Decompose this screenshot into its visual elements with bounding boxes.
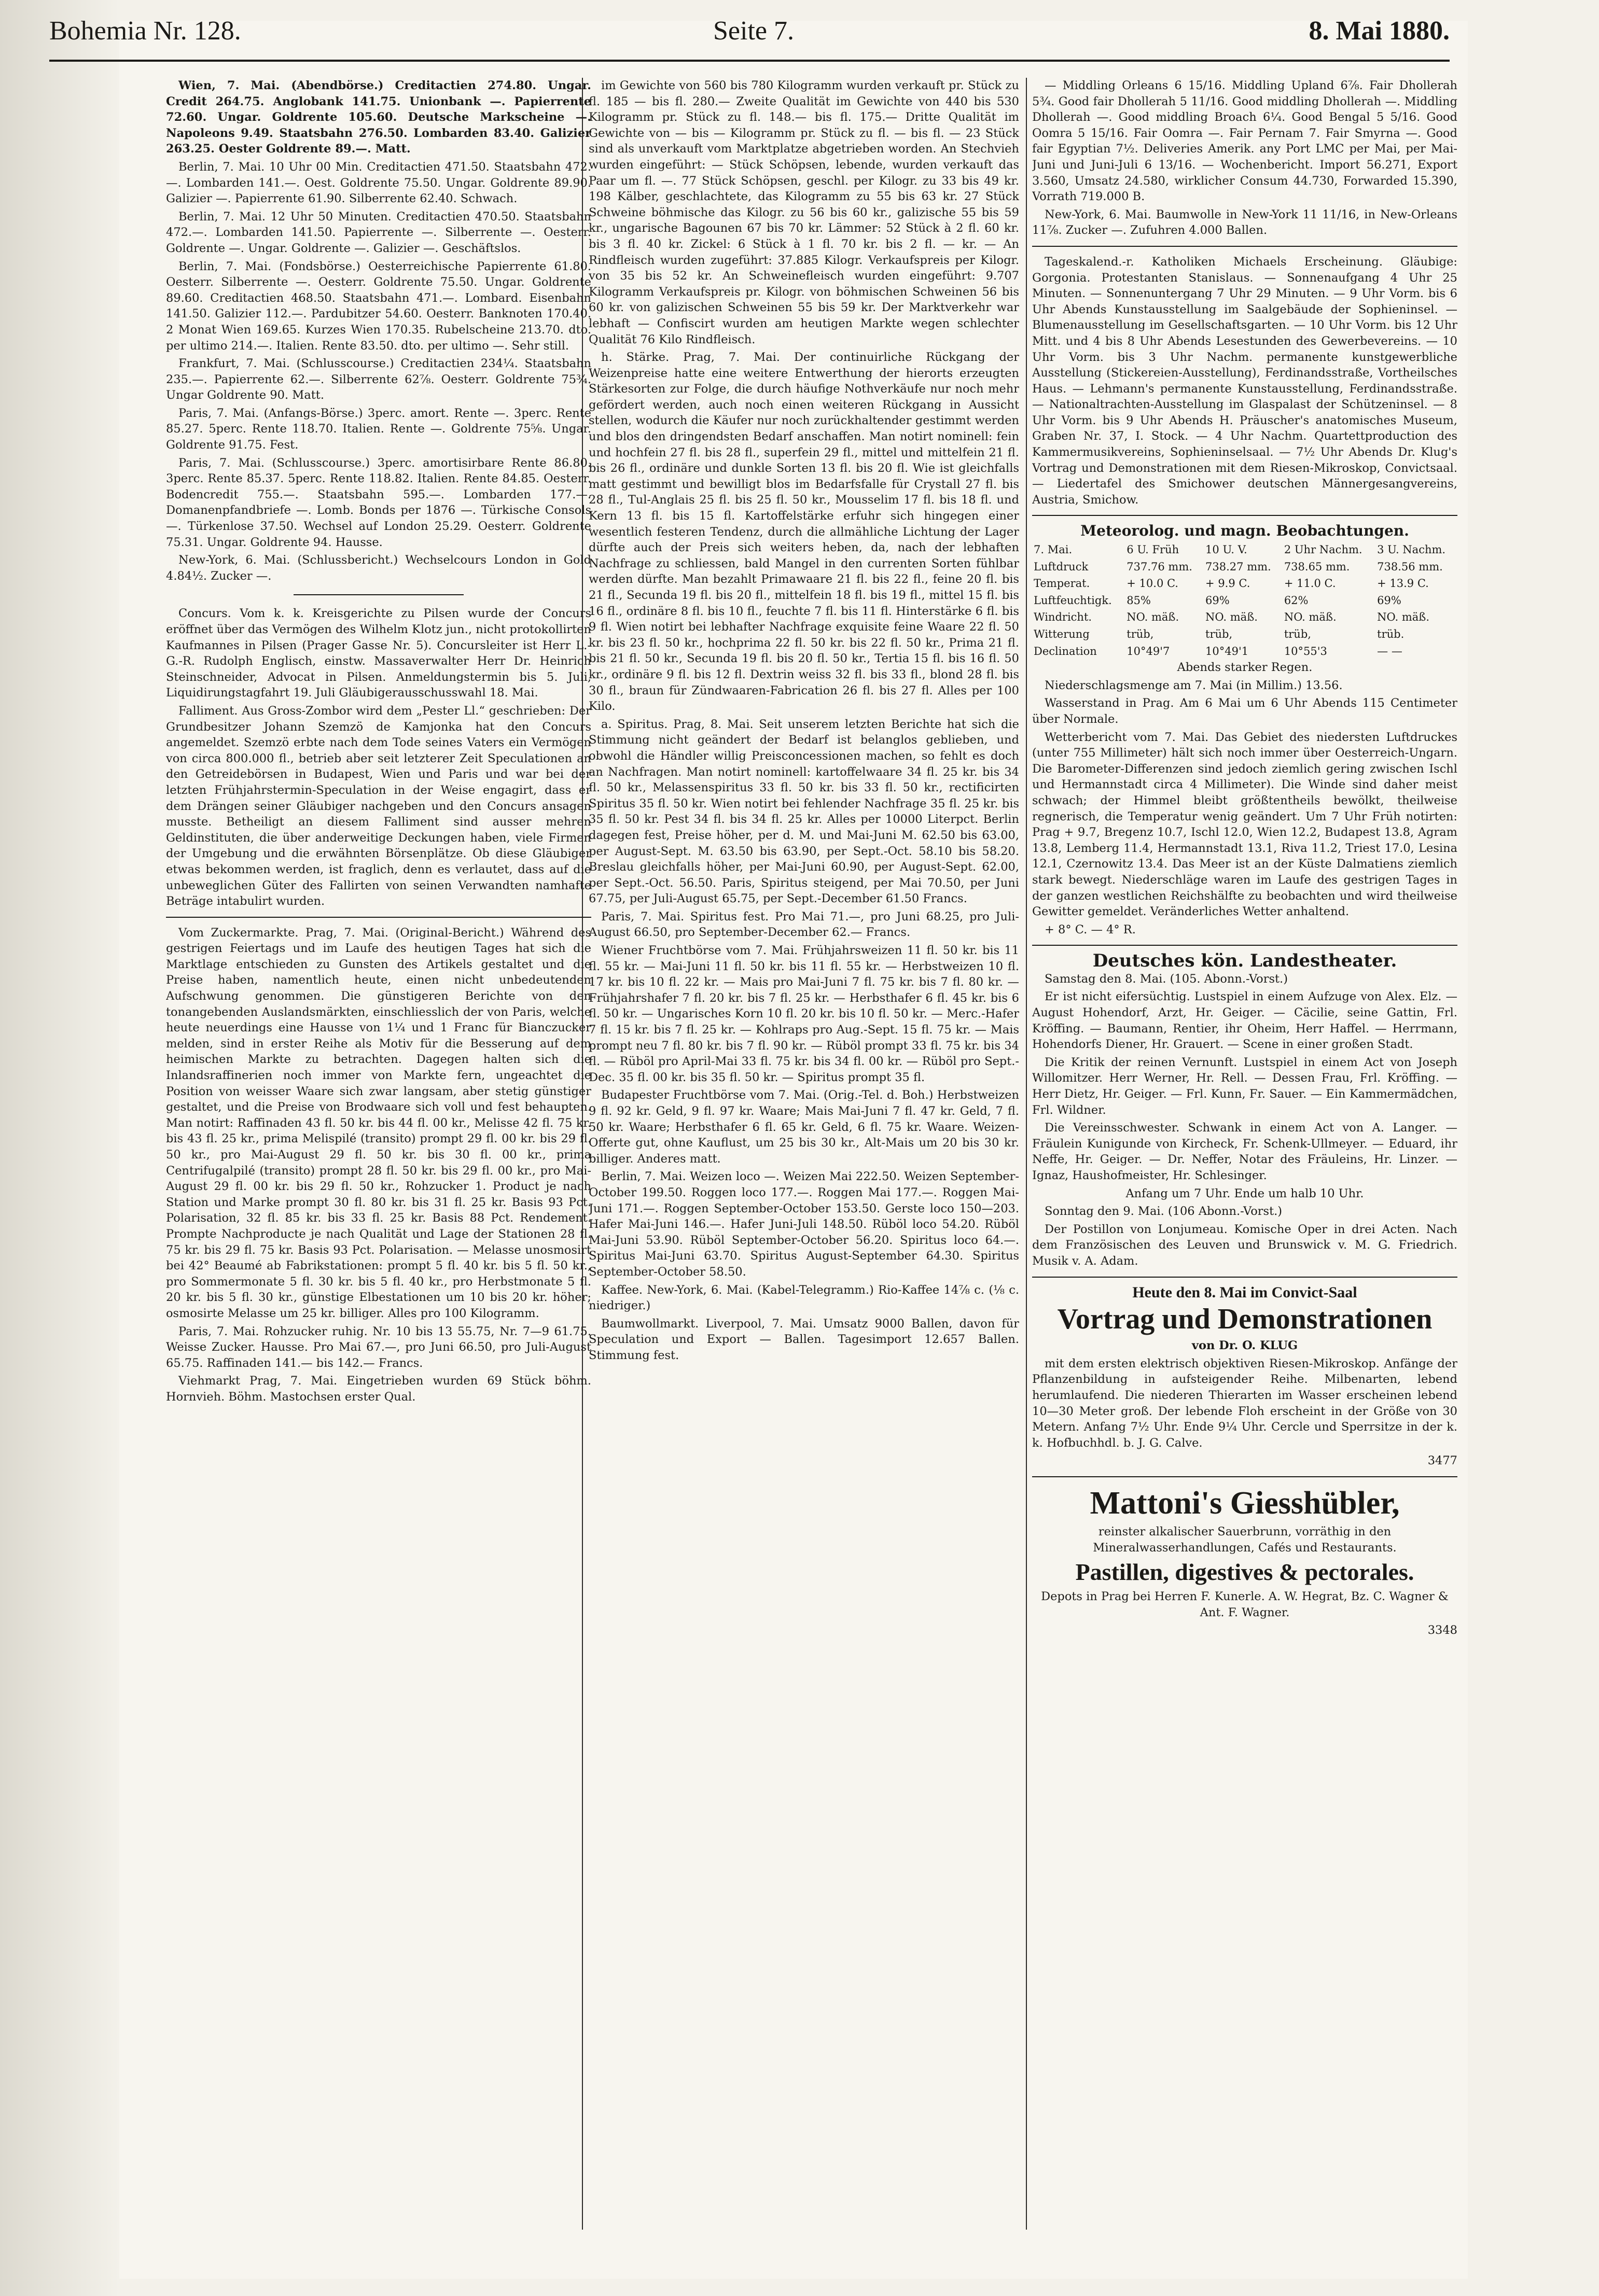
page-number: Seite 7. xyxy=(713,16,794,46)
divider xyxy=(1032,1476,1457,1477)
weather-table xyxy=(1032,541,1457,660)
table-cell: trüb, xyxy=(1205,628,1233,640)
table-row xyxy=(1032,592,1457,609)
weather-table-header xyxy=(1032,541,1457,558)
theater-line: Die Kritik der reinen Vernunft. Lustspiel in einem Act von Joseph Willomitzer. Herr Werner, Hr. Rell. — Dessen Frau, Frl. Kröffing. — Herr Dietz, Hr. Geiger. — Frl. Kunn, Fr. Sauer. — Ein Kammermädchen, Frl. Wildner. xyxy=(1032,1055,1457,1117)
budapest-grain-exchange: Budapester Fruchtbörse vom 7. Mai. (Orig.-Tel. d. Boh.) Herbstweizen 9 fl. 92 kr. Geld, 9 fl. 97 kr. Waare; Mais Mai-Juni 7 fl. 47 kr. Geld, 7 fl. 50 kr. Waare; Herbsthafer 6 fl. 65 kr. Geld, 6 fl. 75 kr. Waare. Weizen-Offerte gut, ohne Kauflust, um 25 bis 30 kr., Alt-Mais um 20 bis 30 kr. billiger. Anderes matt. xyxy=(589,1088,1019,1166)
table-cell: 85% xyxy=(1127,594,1151,607)
concurs-notice: Concurs. Vom k. k. Kreisgerichte zu Pilsen wurde der Concurs eröffnet über das Vermögen des Wilhelm Klotz jun., nicht protokollirten Kaufmannes in Pilsen (Prager Gasse Nr. 5). Concursleiter ist Herr L.-G.-R. Rudolph Englisch, einstw. Massaverwalter Herr Dr. Heinrich Steinschneider, Advocat in Pilsen. Anmeldungstermin bis 5. Juli, Liquidirungstagfahrt 19. Juli Gläubigerausschusswahl 18. Mai. xyxy=(166,607,591,700)
table-cell: Temperat. xyxy=(1034,577,1090,590)
weather-report: Wetterbericht vom 7. Mai. Das Gebiet des niedersten Luftdruckes (unter 755 Millimeter) hält sich noch immer über Oesterreich-Ungarn. Die Barometer-Differenzen sind jedoch ziemlich gering zwischen Ischl und Hermannstadt circa 4 Millimeter). Die Winde sind daher meist schwach; der Himmel bleibt größtentheils bewölkt, theilweise regnerisch, die Temperatur wenig geändert. Um 7 Uhr Früh notirten: Prag + 9.7, Bregenz 10.7, Ischl 12.0, Wien 12.2, Budapest 13.8, Agram 13.8, Lemberg 11.4, Hermannstadt 13.1, Riva 11.2, Triest 17.0, Lesina 12.1, Czernowitz 13.4. Das Meer ist an der Küste Dalmatiens ziemlich stark bewegt. Niederschläge waren im Laufe des gestrigen Tages in der ganzen westlichen Reichshälfte zu beobachten und wird theilweise Gewitter gemeldet. Veränderliches Wetter anhaltend. xyxy=(1032,730,1457,919)
divider xyxy=(166,917,591,918)
daily-calendar: Tageskalend.-r. Katholiken Michaels Erscheinung. Gläubige: Gorgonia. Protestanten Stanislaus. — Sonnenaufgang 4 Uhr 25 Minuten. — Sonnenuntergang 7 Uhr 29 Minuten. — 9 Uhr Vorm. bis 6 Uhr Abends Kunstausstellung im Saalgebäude der Sophieninsel. — Blumenausstellung im Gesellschaftsgarten. — 10 Uhr Vorm. bis 12 Uhr Mitt. und 4 bis 8 Uhr Abends Lesestunden des Gewerbevereins. — 10 Uhr Vorm. bis 3 Uhr Nachm. permanente kunstgewerbliche Ausstellung (Stickereien-Ausstellung), Ferdinandsstraße, Vortheilsches Haus. — Lehmann's permanente Kunstausstellung, Ferdinandsstraße. — Nationaltrachten-Ausstellung im Glaspalast der Schützeninsel. — 8 Uhr Vorm. bis 9 Uhr Abends H. Präuscher's anatomisches Museum, Graben Nr. 37, I. Stock. — 4 Uhr Nachm. Quartettproduction des Kammermusikvereins, Sophieninselsaal. — 7½ Uhr Abends Dr. Klug's Vortrag und Demonstrationen mit dem Riesen-Mikroskop, Convictsaal. — Liedertafel des Smichower deutschen Männergesangvereins, Austria, Smichow. xyxy=(1032,255,1457,507)
table-header-cell: 6 U. Früh xyxy=(1127,543,1179,556)
table-cell: — — xyxy=(1377,645,1402,657)
ad-number: 3348 xyxy=(1427,1623,1457,1637)
lecture-ad-speaker: von Dr. O. KLUG xyxy=(1191,1339,1298,1353)
market-report: Frankfurt, 7. Mai. (Schlusscourse.) Creditactien 234¼. Staatsbahn 235.—. Papierrente 62.—. Silberrente 62⅞. Oesterr. Goldrente 75¾. Ungar Goldrente 90. Matt. xyxy=(166,357,591,402)
market-report: Berlin, 7. Mai. 10 Uhr 00 Min. Creditactien 471.50. Staatsbahn 472.—. Lombarden 141.—. Oest. Goldrente 75.50. Ungar. Goldrente 89.90. Galizier —. Papierrente 61.90. Silberrente 62.40. Schwach. xyxy=(166,160,591,206)
table-row xyxy=(1032,643,1457,660)
cotton-prices: — Middling Orleans 6 15/16. Middling Upland 6⅞. Fair Dhollerah 5¾. Good fair Dhollerah 5 11/16. Good middling Dhollerah —. Middling Dhollerah —. Good middling Broach 6¼. Good Bengal 5 5/16. Good Oomra 5 15/16. Fair Oomra —. Fair Pernam 7. Fair Smyrna —. Good fair Egyptian 7½. Deliveries Amerik. any Port LMC per Mai, per Mai-Juni und Juni-Juli 6 13/16. — Wochenbericht. Import 56.271, Export 3.560, Umsatz 24.580, wirklicher Consum 44.730, Forwarded 15.390, Vorrath 719.000 B. xyxy=(1032,79,1457,204)
meteorology-title: Meteorolog. und magn. Beobachtungen. xyxy=(1080,522,1409,540)
theater-title: Deutsches kön. Landestheater. xyxy=(1092,950,1397,972)
precipitation-line: Niederschlagsmenge am 7. Mai (in Millim.) 13.56. xyxy=(1045,678,1343,692)
table-header-cell: 7. Mai. xyxy=(1034,543,1073,556)
table-row xyxy=(1032,626,1457,643)
table-cell: NO. mäß. xyxy=(1127,611,1179,624)
market-report: Paris, 7. Mai. (Anfangs-Börse.) 3perc. amort. Rente —. 3perc. Rente 85.27. 5perc. Rente 118.70. Italien. Rente —. Goldrente 75⅝. Ungar. Goldrente 91.75. Fest. xyxy=(166,406,591,452)
page-edge-shadow xyxy=(0,0,119,2296)
lecture-ad-title: Vortrag und Demonstrationen xyxy=(1057,1303,1433,1336)
header-rule xyxy=(49,60,1450,62)
theater-line: Er ist nicht eifersüchtig. Lustspiel in einem Aufzuge von Alex. Elz. — August Hohendorf, Arzt, Hr. Geiger. — Cäcilie, seine Gattin, Frl. Kröffing. — Baumann, Rentier, ihr Oheim, Herr Haffel. — Herrmann, Hohendorfs Diener, Hr. Grauert. — Scene in einer großen Stadt. xyxy=(1032,990,1457,1052)
table-cell: 10°49'7 xyxy=(1127,645,1170,657)
table-cell: Luftdruck xyxy=(1034,560,1089,573)
table-cell: Luftfeuchtigk. xyxy=(1034,594,1112,607)
temperature-line: + 8° C. — 4° R. xyxy=(1045,922,1136,936)
table-header-cell: 3 U. Nachm. xyxy=(1377,543,1446,556)
divider xyxy=(294,594,464,595)
divider xyxy=(1032,515,1457,516)
weather-note: Abends starker Regen. xyxy=(1177,661,1313,675)
table-cell: 62% xyxy=(1284,594,1309,607)
coffee-report: Kaffee. New-York, 6. Mai. (Kabel-Telegramm.) Rio-Kaffee 14⅞ c. (⅛ c. niedriger.) xyxy=(589,1283,1019,1313)
table-cell: 69% xyxy=(1377,594,1401,607)
table-cell: + 11.0 C. xyxy=(1284,577,1336,590)
water-level-line: Wasserstand in Prag. Am 6 Mai um 6 Uhr Abends 115 Centimeter über Normale. xyxy=(1032,696,1457,726)
newyork-cotton: New-York, 6. Mai. Baumwolle in New-York 11 11/16, in New-Orleans 11⅞. Zucker —. Zufuhren 4.000 Ballen. xyxy=(1032,207,1457,237)
theater-line: Anfang um 7 Uhr. Ende um halb 10 Uhr. xyxy=(1125,1186,1364,1200)
market-report: Berlin, 7. Mai. 12 Uhr 50 Minuten. Creditactien 470.50. Staatsbahn 472.—. Lombarden 141.50. Papierrente —. Silberrente —. Oesterr. Goldrente —. Ungar. Goldrente —. Galizier —. Geschäftslos. xyxy=(166,209,591,255)
lecture-ad-body: mit dem ersten elektrisch objektiven Riesen-Mikroskop. Anfänge der Pflanzenbildung in aufsteigender Reihe. Milbenarten, lebend herumlaufend. Die niederen Thierarten im Wasser erscheinen lebend 10—30 Meter groß. Der lebende Floh erscheint in der Größe von 30 Metern. Anfang 7½ Uhr. Ende 9¼ Uhr. Cercle und Sperrsitze in der k. k. Hofbuchhdl. b. J. G. Calve. xyxy=(1032,1356,1457,1450)
table-row xyxy=(1032,575,1457,592)
berlin-grain-report: Berlin, 7. Mai. Weizen loco —. Weizen Mai 222.50. Weizen September-October 199.50. Roggen loco 177.—. Roggen Mai 177.—. Roggen Mai-Juni 171.—. Roggen September-October 153.50. Gerste loco 150—203. Hafer Mai-Juni 146.—. Hafer Juni-Juli 148.50. Rüböl loco 54.20. Rüböl Mai-Juni 53.90. Rüböl September-October 56.20. Spiritus loco 64.—. Spiritus Mai-Juni 63.70. Spiritus August-September 64.30. Spiritus September-October 58.50. xyxy=(589,1170,1019,1279)
vienna-grain-exchange: Wiener Fruchtbörse vom 7. Mai. Frühjahrsweizen 11 fl. 50 kr. bis 11 fl. 55 kr. — Mai-Juni 11 fl. 50 kr. bis 11 fl. 55 kr. — Herbstweizen 10 fl. 17 kr. bis 10 fl. 22 kr. — Mais pro Mai-Juni 7 fl. 75 kr. bis 7 fl. 80 kr. — Frühjahrshafer 7 fl. 20 kr. bis 7 fl. 25 kr. — Herbsthafer 6 fl. 45 kr. bis 6 fl. 50 kr. — Ungarisches Korn 10 fl. 20 kr. bis 10 fl. 50 kr. — Merc.-Hafer 7 fl. 15 kr. bis 7 fl. 25 kr. — Kohlraps pro Aug.-Sept. 15 fl. 75 kr. — Mais prompt neu 7 fl. 80 kr. bis 7 fl. 90 kr. — Rüböl prompt 33 fl. 75 kr. bis 34 fl. — Rüböl pro April-Mai 33 fl. 75 kr. bis 34 fl. 00 kr. — Rüböl pro Sept.-Dec. 35 fl. 00 kr. bis 35 fl. 50 kr. — Spiritus prompt 35 fl. xyxy=(589,944,1019,1084)
starch-report: h. Stärke. Prag, 7. Mai. Der continuirliche Rückgang der Weizenpreise hatte eine weitere Entwerthung der hierorts erzeugten Stärkesorten zur Folge, die durch häufige Nothverkäufe nur noch mehr gefördert werden, auch noch einen weiteren Rückgang in Aussicht stellen, wodurch die Käufer nur noch zurückhaltender gestimmt werden und blos den dringendsten Bedarf anschaffen. Man notirt nominell: fein und hochfein 27 fl. bis 28 fl., superfein 29 fl., mittel und mittelfein 21 fl. bis 26 fl., ordinäre und dunkle Sorten 13 fl. bis 20 fl. Wie ist gleichfalls matt gestimmt und bewilligt blos im Bedarfsfalle für Crystall 27 fl. bis 28 fl., Tul-Anglais 25 fl. bis 25 fl. 50 kr., Mousselim 17 fl. bis 18 fl. und Kern 13 fl. bis 15 fl. Kartoffelstärke erfuhr sich hingegen einer wesentlich festeren Tendenz, durch die allmähliche Lichtung der Lager dürfte auch der Preis sich weiters heben, da, nach der lebhaften Nachfrage zu schliessen, bald Mangel in den currenten Sorten fühlbar werden dürfte. Man bezahlt Primawaare 21 fl. bis 22 fl., feine 20 fl. bis 21 fl., Secunda 19 fl. bis 20 fl., mittelfein 18 fl. bis 19 fl., mittel 15 fl. bis 16 fl., ordinäre 8 fl. bis 10 fl., feuchte 7 fl. bis 11 fl. Hinterstärke 6 fl. bis 9 fl. Wien notirt bei lebhafter Nachfrage exquisite feine Waare 22 fl. 50 kr. bis 23 fl. 50 kr., hochprima 22 fl. 50 kr. bis 22 fl. 50 kr., Prima 21 fl. bis 21 fl. 50 kr., Secunda 19 fl. bis 20 fl. 50 kr., Tertia 15 fl. bis 16 fl. 50 kr., ordinäre 9 fl. bis 12 fl. Dextrin weiss 32 fl. bis 33 fl., blond 28 fl. bis 30 fl., braun für Zündwaaren-Fabrication 26 fl. bis 27 fl. Alles per 100 Kilo. xyxy=(589,351,1019,713)
theater-line: Der Postillon von Lonjumeau. Komische Oper in drei Acten. Nach dem Französischen des Leuven und Brunswick v. M. G. Friedrich. Musik v. A. Adam. xyxy=(1032,1222,1457,1268)
market-report: New-York, 6. Mai. (Schlussbericht.) Wechselcours London in Gold 4.84½. Zucker —. xyxy=(166,553,591,583)
table-header-cell: 10 U. V. xyxy=(1205,543,1247,556)
table-header-cell: 2 Uhr Nachm. xyxy=(1284,543,1362,556)
divider xyxy=(1032,246,1457,247)
table-cell: 738.27 mm. xyxy=(1205,560,1271,573)
table-row xyxy=(1032,558,1457,576)
table-cell: trüb, xyxy=(1284,628,1311,640)
sugar-market-report: Vom Zuckermarkte. Prag, 7. Mai. (Original-Bericht.) Während des gestrigen Feiertags und im Laufe des heutigen Tages hat sich die Marktlage entschieden zu Gunsten des Artikels gestaltet und die Preise haben, namentlich heute, einen nicht unbedeutenden Aufschwung genommen. Die günstigeren Berichte von den tonangebenden Auslandsmärkten, einschliesslich der von Paris, welche heute neuerdings eine Hausse von 1¼ und 1 Franc für Bianczucker melden, sind in erster Reihe als Motiv für die Besserung auf dem heimischen Markte zu betrachten. Dagegen halten sich die Inlandsraffinerien noch immer von Markte fern, ungeachtet die Position von weisser Waare sich zwar langsam, aber stetig günstiger gestaltet, und die Preise von Brodwaare sich voll und fest behaupten. Man notirt: Raffinaden 43 fl. 50 kr. bis 44 fl. 00 kr., Melisse 42 fl. 75 kr. bis 43 fl. 25 kr., prima Melispilé (transito) prompt 29 fl. 00 kr. bis 29 fl. 50 kr., pro Mai-August 29 fl. 50 kr. bis 30 fl. 00 kr., prima Centrifugalpilé (transito) prompt 28 fl. 50 kr. bis 29 fl. 00 kr., pro Mai-August 29 fl. 00 kr. bis 29 fl. 50 kr., Rohzucker 1. Product je nach Station und Marke prompt 30 fl. 80 kr. bis 31 fl. 25 kr. Basis 93 Pct. Polarisation, 32 fl. 85 kr. bis 33 fl. 25 kr. Basis 88 Pct. Rendement. Prompte Nachproducte je nach Qualität und Lage der Stationen 28 fl. 75 kr. bis 29 fl. 75 kr. Basis 93 Pct. Polarisation. — Melasse unosmosirt bei 42° Beaumé ab Fabrikstationen: prompt 5 fl. 40 kr. bis 5 fl. 50 kr., pro Sommermonate 5 fl. 30 kr. bis 5 fl. 40 kr., pro Herbstmonate 5 fl. 20 kr. bis 5 fl. 30 kr., günstige Elbestationen um 10 bis 20 kr. höher; osmosirte Melasse um 25 kr. billiger. Alles pro 100 Kilogramm. xyxy=(166,926,591,1320)
theater-line: Samstag den 8. Mai. (105. Abonn.-Vorst.) xyxy=(1045,972,1288,986)
column-separator xyxy=(1026,78,1027,2230)
table-cell: NO. mäß. xyxy=(1205,611,1258,624)
theater-line: Sonntag den 9. Mai. (106 Abonn.-Vorst.) xyxy=(1045,1205,1283,1219)
market-report: Paris, 7. Mai. (Schlusscourse.) 3perc. amortisirbare Rente 86.80. 3perc. Rente 85.37. 5perc. Rente 118.82. Italien. Rente 84.85. Oesterr. Bodencredit 755.—. Staatsbahn 595.—. Lombarden 177.—. Domanenpfandbriefe —. Lomb. Bonds per 1876 —. Türkische Consols —. Türkenlose 37.50. Wechsel auf London 25.29. Oesterr. Goldrente 75.31. Ungar. Goldrente 94. Hausse. xyxy=(166,456,591,549)
market-report: Wien, 7. Mai. (Abendbörse.) Creditactien 274.80. Ungar. Credit 264.75. Anglobank 141.75. Unionbank —. Papierrente 72.60. Ungar. Goldrente 105.60. Deutsche Markscheine —. Napoleons 9.49. Staatsbahn 276.50. Lombarden 83.40. Galizier 263.25. Oester Goldrente 89.—. Matt. xyxy=(166,79,591,156)
page-header xyxy=(49,10,1450,57)
mattoni-ad-title: Mattoni's Giesshübler, xyxy=(1090,1485,1400,1521)
spirits-report: a. Spiritus. Prag, 8. Mai. Seit unserem letzten Berichte hat sich die Stimmung nicht geändert der Bedarf ist belanglos geblieben, und obwohl die Händler willig Preisconcessionen machen, so fehlt es doch an Nachfragen. Man notirt nominell: kartoffelwaare 34 fl. 25 kr. bis 34 fl. 50 kr., Melassenspiritus 33 fl. 50 kr. bis 33 fl. 50 kr., rectificirten Spiritus 35 fl. 50 kr. Wien notirt bei fehlender Nachfrage 35 fl. 25 kr. bis 35 fl. 50 kr. Pest 34 fl. bis 34 fl. 25 kr. Alles per 10000 Literpct. Berlin dagegen fest, Preise höher, per d. M. und Mai-Juni M. 62.50 bis 63.00, per August-Sept. M. 63.50 bis 63.90, per Sept.-Oct. 58.10 bis 58.20. Breslau gleichfalls höher, per Mai-Juni 60.90, per August-Sept. 62.00, per Sept.-Oct. 56.50. Paris, Spiritus steigend, per Mai 70.50, per Juni 67.75, per Juli-August 65.75, per Sept.-December 61.50 Francs. xyxy=(589,717,1019,906)
ad-number: 3477 xyxy=(1427,1454,1457,1468)
theater-line: Die Vereinsschwester. Schwank in einem Act von A. Langer. — Fräulein Kunigunde von Kircheck, Fr. Schenk-Ullmeyer. — Eduard, ihr Neffe, Hr. Geiger. — Dr. Neffer, Notar des Fräuleins, Hr. Linzer. — Ignaz, Haushofmeister, Hr. Schlesinger. xyxy=(1032,1121,1457,1182)
table-cell: trüb. xyxy=(1377,628,1405,640)
paris-sugar-report: Paris, 7. Mai. Rohzucker ruhig. Nr. 10 bis 13 55.75, Nr. 7—9 61.75. Weisse Zucker. Hausse. Pro Mai 67.—, pro Juni 66.50, pro Juli-August 65.75. Raffinaden 141.— bis 142.— Francs. xyxy=(166,1324,591,1370)
market-report: Berlin, 7. Mai. (Fondsbörse.) Oesterreichische Papierrente 61.80. Oesterr. Silberrente —. Oesterr. Goldrente 75.50. Ungar. Goldrente 89.60. Creditactien 468.50. Staatsbahn 471.—. Lombard. Eisenbahn 141.50. Galizier 112.—. Pardubitzer 54.60. Oesterr. Banknoten 170.40. 2 Monat Wien 169.65. Kurzes Wien 170.35. Rubelscheine 213.70. dto. per ultimo 214.—. Italien. Rente 83.50. dto. per ultimo —. Sehr still. xyxy=(166,259,591,353)
divider xyxy=(1032,1277,1457,1278)
column-3 xyxy=(1032,78,1457,2240)
table-cell: Windricht. xyxy=(1034,611,1092,624)
cattle-market-report: Viehmarkt Prag, 7. Mai. Eingetrieben wurden 69 Stück böhm. Hornvieh. Böhm. Mastochsen erster Qual. xyxy=(166,1374,591,1404)
mattoni-ad-subtitle: reinster alkalischer Sauerbrunn, vorräthig in den Mineralwasserhandlungen, Cafés und Restaurants. xyxy=(1093,1524,1397,1555)
column-2 xyxy=(589,78,1019,2240)
table-cell: + 13.9 C. xyxy=(1377,577,1429,590)
table-cell: 738.56 mm. xyxy=(1377,560,1443,573)
table-cell: 737.76 mm. xyxy=(1127,560,1192,573)
masthead-left: Bohemia Nr. 128. xyxy=(49,16,241,46)
depot-line: Depots in Prag bei Herren F. Kunerle. A. W. Hegrat, Bz. C. Wagner & Ant. F. Wagner. xyxy=(1041,1590,1449,1619)
table-row xyxy=(1032,609,1457,626)
pastillen-ad: Pastillen, digestives & pectorales. xyxy=(1075,1559,1414,1586)
divider xyxy=(1032,945,1457,946)
cotton-market-report: Baumwollmarkt. Liverpool, 7. Mai. Umsatz 9000 Ballen, davon für Speculation und Export — Ballen. Tagesimport 12.657 Ballen. Stimmung fest. xyxy=(589,1317,1019,1362)
table-cell: Witterung xyxy=(1034,628,1090,640)
column-1 xyxy=(166,78,591,2240)
table-cell: 69% xyxy=(1205,594,1230,607)
table-cell: NO. mäß. xyxy=(1284,611,1337,624)
issue-date: 8. Mai 1880. xyxy=(1309,16,1450,46)
table-cell: trüb, xyxy=(1127,628,1154,640)
table-cell: + 9.9 C. xyxy=(1205,577,1250,590)
table-cell: 10°49'1 xyxy=(1205,645,1249,657)
cattle-market-continued: im Gewichte von 560 bis 780 Kilogramm wurden verkauft pr. Stück zu fl. 185 — bis fl. 280.— Zweite Qualität im Gewichte von 440 bis 530 Kilogramm pr. Stück zu fl. 148.— bis fl. 175.— Dritte Qualität im Gewichte von — bis — Kilogramm pr. Stück zu fl. — bis fl. — 23 Stück sind als unverkauft vom Marktplatze abgetrieben worden. An Stechvieh wurden eingeführt: — Stück Schöpsen, lebende, wurden verkauft das Paar um fl. —. 77 Stück Schöpsen, geschl. per Kilogr. zu 33 bis 49 kr. 198 Kälber, geschlachtete, das Kilogramm zu 55 bis 63 kr. 27 Stück Schweine böhmische das Kilogr. zu 56 bis 60 kr., galizische 55 bis 59 kr., ungarische Bagounen 67 bis 70 kr. Lämmer: 52 Stück à 2 fl. 60 kr. bis 3 fl. 40 kr. Zickel: 6 Stück à 1 fl. 70 kr. bis 2 fl. — kr. — An Rindfleisch wurden zugeführt: 37.885 Kilogr. Verkaufspreis per Kilogr. von 35 bis 52 kr. An Schweinefleisch wurden eingeführt: 9.707 Kilogramm Verkaufspreis pr. Kilogr. von böhmischen Schweinen 56 bis 60 kr. von galizischen Schweinen 55 bis 59 kr. Der Marktverkehr war lebhaft — Confiscirt wurden am heutigen Markte wegen schlechter Qualität 76 Kilo Rindfleisch. xyxy=(589,79,1019,346)
falliment-notice: Falliment. Aus Gross-Zombor wird dem „Pester Ll.“ geschrieben: Der Grundbesitzer Johann Szemzö de Kamjonka hat den Concurs angemeldet. Szemzö erbte nach dem Tode seines Vaters ein Vermögen von circa 800.000 fl., betrieb aber seit letzterer Zeit Speculationen an den Getreidebörsen in Budapest, Wien und Paris und war bei der letzten Frühjahrstermin-Speculation in der Weise engagirt, dass er dem Drängen seiner Gläubiger nachgeben und den Concurs ansagen musste. Betheiligt an diesem Falliment sind ausser mehren Geldinstituten, die über anderweitige Deckungen haben, viele Firmen der Umgebung und die erwähnten Börsenplätze. Ob diese Gläubiger etwas bekommen werden, ist fraglich, denn es verlautet, dass auf die unbeweglichen Güter des Fallirten von seinen Verwandten namhafte Beträge intabulirt wurden. xyxy=(166,704,591,908)
table-cell: NO. mäß. xyxy=(1377,611,1429,624)
table-cell: 738.65 mm. xyxy=(1284,560,1350,573)
lecture-ad-heading: Heute den 8. Mai im Convict-Saal xyxy=(1132,1283,1357,1301)
table-cell: + 10.0 C. xyxy=(1127,577,1178,590)
table-cell: 10°55'3 xyxy=(1284,645,1327,657)
paris-spirits-report: Paris, 7. Mai. Spiritus fest. Pro Mai 71.—, pro Juni 68.25, pro Juli-August 66.50, pro September-December 62.— Francs. xyxy=(589,909,1019,940)
table-cell: Declination xyxy=(1034,645,1097,657)
